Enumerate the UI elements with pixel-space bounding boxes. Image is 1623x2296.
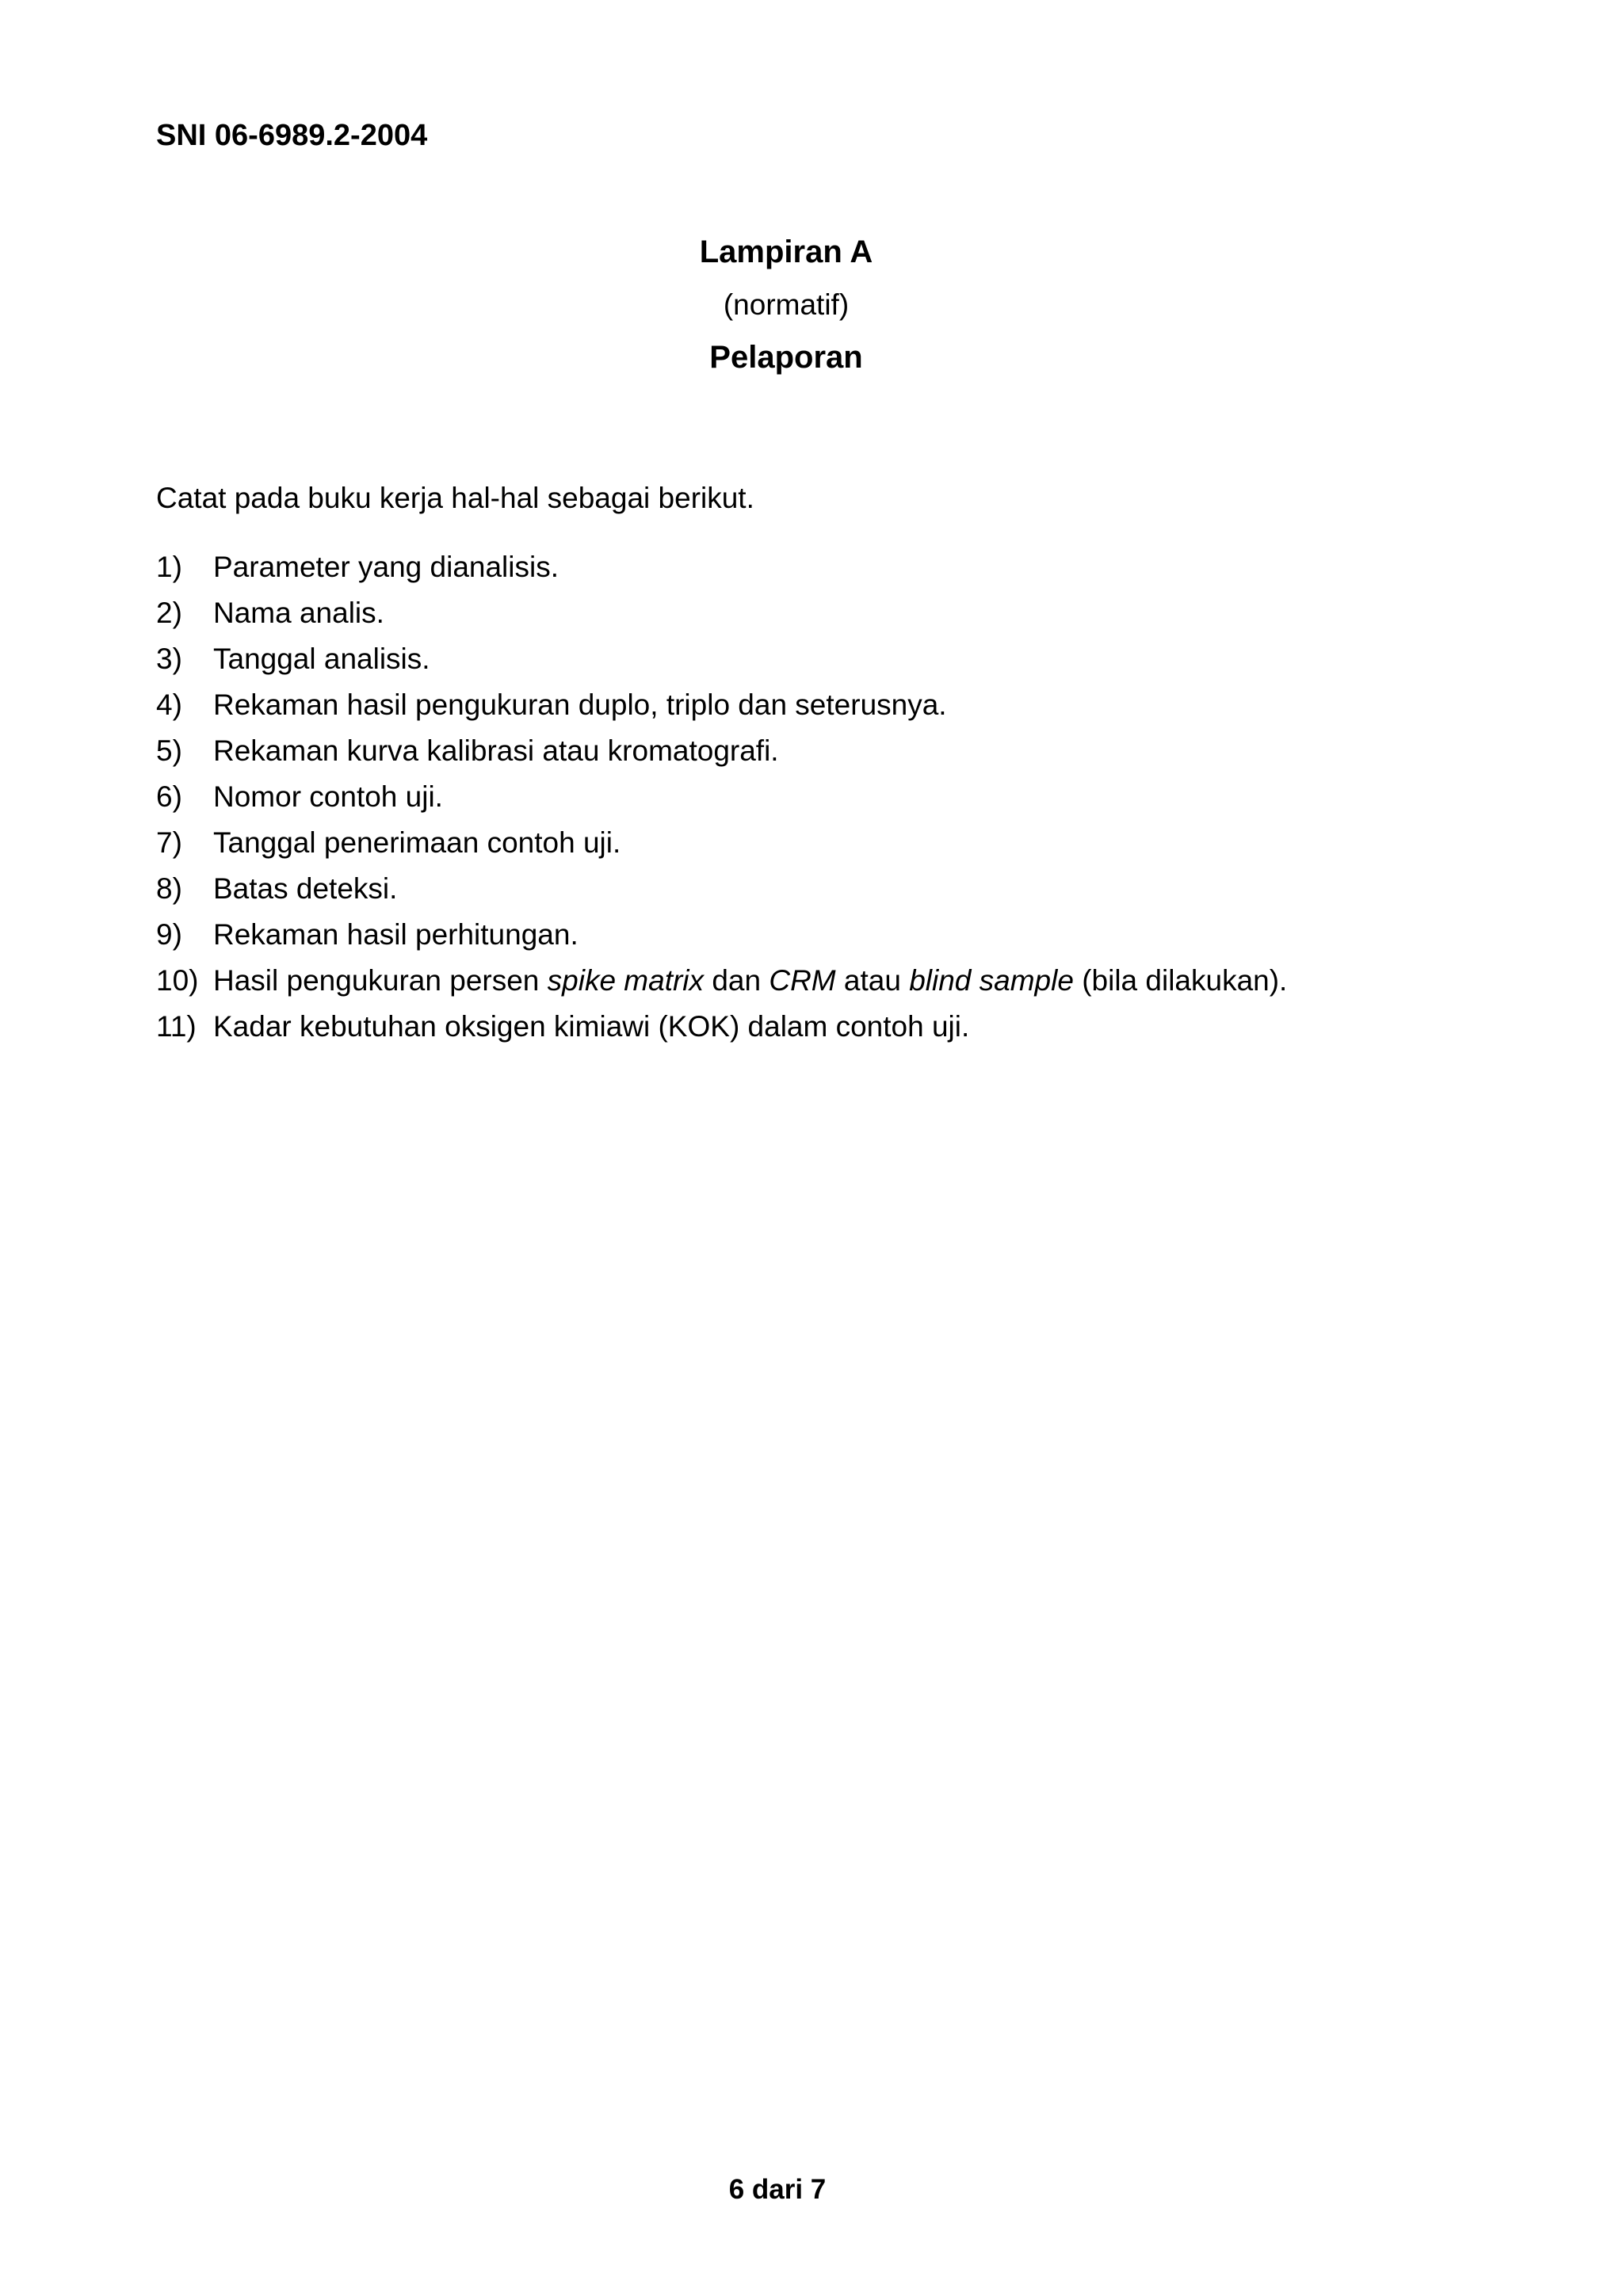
list-item-text [213,734,779,767]
text-segment: Hasil pengukuran persen [213,964,548,997]
text-segment: Rekaman kurva kalibrasi atau kromatografi. [213,734,779,767]
reporting-items-list [156,547,1287,1053]
list-item-number: 4) [156,688,182,721]
text-segment: Nama analis. [213,597,384,629]
text-segment: (bila dilakukan). [1073,964,1288,997]
list-item-text [213,918,579,951]
italic-term: spike matrix [547,964,705,997]
text-segment: dan [704,964,769,997]
list-item [156,1007,1287,1053]
italic-term: blind sample [909,964,1074,997]
list-item-text [213,964,1287,997]
list-item-number: 5) [156,734,182,767]
list-item [156,731,1287,777]
list-item-number: 8) [156,872,182,905]
text-segment: atau [835,964,910,997]
annex-type: (normatif) [723,288,850,321]
list-item [156,915,1287,961]
text-segment: Tanggal analisis. [213,643,430,675]
list-item [156,869,1287,915]
list-item-number: 11) [156,1010,197,1043]
text-segment: Tanggal penerimaan contoh uji. [213,826,621,859]
page-number: 6 dari 7 [728,2174,827,2205]
list-item-text [213,643,430,675]
list-item-number: 2) [156,597,182,629]
list-item-number: 9) [156,918,182,951]
list-item-number: 10) [156,964,199,997]
text-segment: Kadar kebutuhan oksigen kimiawi (KOK) dalam contoh uji. [213,1010,970,1043]
annex-subject: Pelaporan [709,340,863,375]
list-item [156,961,1287,1007]
text-segment: Rekaman hasil perhitungan. [213,918,579,951]
list-item [156,685,1287,731]
list-item-number: 7) [156,826,182,859]
list-item [156,777,1287,823]
list-item-text [213,551,559,583]
list-item-text [213,826,621,859]
list-item-text [213,1010,969,1043]
intro-paragraph: Catat pada buku kerja hal-hal sebagai berikut. [156,482,754,514]
text-segment: Rekaman hasil pengukuran duplo, triplo dan seterusnya. [213,688,947,721]
list-item [156,823,1287,869]
text-segment: Batas deteksi. [213,872,398,905]
italic-term: CRM [769,964,836,997]
list-item-text [213,780,443,813]
annex-title: Lampiran A [699,235,873,269]
list-item-number: 1) [156,551,182,583]
text-segment: Nomor contoh uji. [213,780,443,813]
list-item-number: 3) [156,643,182,675]
text-segment: Parameter yang dianalisis. [213,551,559,583]
list-item-text [213,597,384,629]
list-item [156,547,1287,593]
list-item [156,593,1287,639]
list-item-text [213,872,397,905]
list-item [156,639,1287,685]
list-item-number: 6) [156,780,182,813]
document-code: SNI 06-6989.2-2004 [156,119,428,152]
list-item-text [213,688,947,721]
